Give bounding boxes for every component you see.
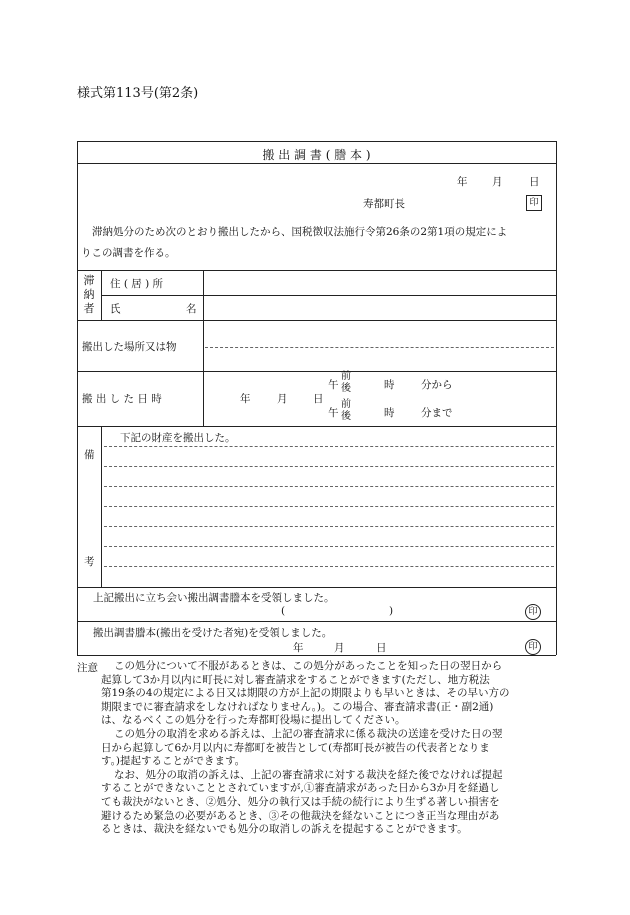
receipt-day-label: 日 [376, 642, 387, 654]
delinquent-label: 滞 納 者 [83, 274, 95, 315]
place-field[interactable] [204, 321, 555, 370]
name-label-first: 氏 [110, 303, 121, 315]
am-pm-prefix-2: 午 [328, 407, 339, 419]
receipt-month-label: 月 [334, 642, 345, 654]
receipt-year-label: 年 [293, 642, 304, 654]
datetime-month-label: 月 [277, 393, 288, 405]
date-day-label: 日 [529, 176, 540, 188]
date-month-label: 月 [492, 176, 503, 188]
remarks-label-top: 備 [84, 449, 95, 461]
address-field[interactable] [204, 271, 555, 294]
issuer-seal-box: 印 [526, 195, 542, 211]
name-label-second: 名 [186, 303, 197, 315]
datetime-day-label: 日 [313, 393, 324, 405]
hour-label-2: 時 [384, 407, 395, 419]
remarks-label-bottom: 考 [84, 556, 95, 568]
address-label: 住 ( 居 ) 所 [110, 278, 164, 290]
datetime-year-label: 年 [240, 393, 251, 405]
from-label: 分から [421, 379, 453, 391]
remarks-field[interactable] [102, 447, 555, 586]
hour-label-1: 時 [384, 379, 395, 391]
am-pm-option-1: 前 後 [341, 371, 351, 394]
datetime-label: 搬 出 し た 日 時 [82, 393, 162, 405]
receipt-text: 搬出調書謄本(搬出を受けた者宛)を受領しました。 [93, 627, 333, 639]
receipt-seal-icon: 印 [525, 639, 541, 655]
witness-name-field[interactable] [290, 604, 386, 619]
am-pm-option-2: 前 後 [341, 399, 351, 422]
am-pm-prefix-1: 午 [328, 379, 339, 391]
issuer-name: 寿都町長 [363, 198, 405, 210]
note-body: この処分について不服があるときは、この処分があったことを知った日の翌日から 起算して3か月以内に町長に対し審査請求をすることができます(ただし、地方税法 第19条の4の規定による日又は期限の方が上記の期限よりも早いときは、その早い方の 期限までに審査請求をしなければなりません。)。この場合、審査請求書(正・副2通) は、なるべくこの処分を行った寿都町役場に提出してください。 この処分の取消を求める訴えは、上記の審査請求に係る裁決の送達を受けた日の翌 日から起算して6か月以内に寿都町を被告として(寿都町長が被告の代表者となりま す。)提起することができます。 なお、処分の取消の訴えは、上記の審査請求に対する裁決を経た後でなければ提起 することができないこととされていますが,①審査請求があった日から3か月を経過し ても裁決がないとき、②処分、処分の執行又は手続の続行により生ずる著しい損害を 避けるため緊急の必要があるとき、③その他裁決を経ないことにつき正当な理由があ るときは、裁決を経ないでも処分の取消しの訴えを提起することができます。 [101, 660, 510, 836]
witness-paren-open: ( [281, 605, 286, 617]
name-field[interactable] [204, 296, 555, 319]
intro-line-1: 滞納処分のため次のとおり搬出したから、国税徴収法施行令第26条の2第1項の規定によ [92, 226, 508, 238]
note-label: 注意 [77, 662, 98, 674]
place-label: 搬出した場所又は物 [82, 341, 177, 353]
form-title: 搬 出 調 書 ( 謄 本 ) [262, 148, 371, 162]
until-label: 分まで [421, 407, 453, 419]
witness-seal-icon: 印 [525, 604, 541, 620]
remarks-first-line: 下記の財産を搬出した。 [120, 432, 236, 444]
witness-text: 上記搬出に立ち会い搬出調書謄本を受領しました。 [93, 592, 335, 604]
intro-line-2: りこの調書を作る。 [81, 247, 176, 259]
form-number: 様式第113号(第2条) [77, 86, 199, 101]
date-year-label: 年 [457, 176, 468, 188]
witness-paren-close: ) [389, 605, 394, 617]
